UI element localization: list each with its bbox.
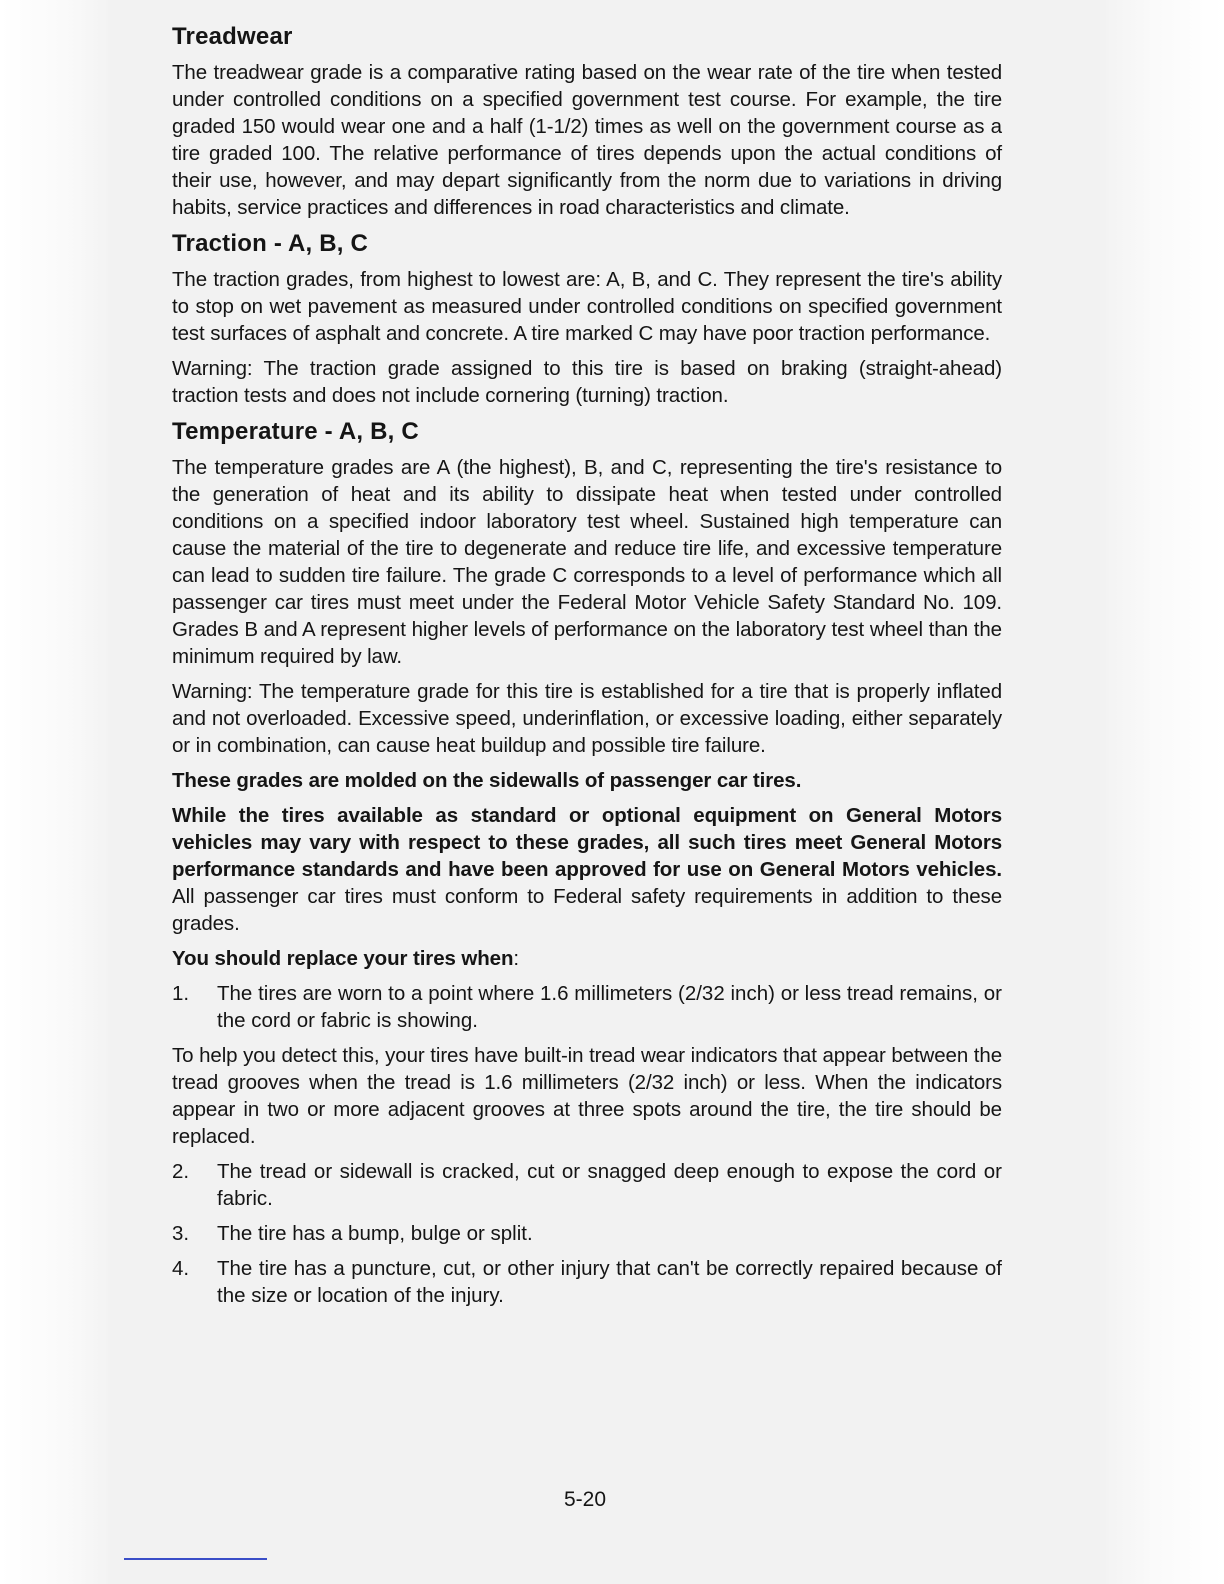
list-item-text: The tires are worn to a point where 1.6 millimeters (2/32 inch) or less tread remains, or the cord or fabric is showing. xyxy=(217,982,1002,1032)
list-item xyxy=(172,980,1002,1034)
section-treadwear xyxy=(172,22,1002,221)
page-margin-right xyxy=(1106,0,1224,1584)
list-item-text: The tire has a bump, bulge or split. xyxy=(217,1222,533,1245)
list-item xyxy=(172,1255,1002,1309)
list-item-number: 3. xyxy=(172,1222,190,1245)
list-item-number: 2. xyxy=(172,1160,190,1183)
temperature-body: The temperature grades are A (the highest), B, and C, representing the tire's resistance to the generation of heat and its ability to dissipate heat when tested under controlled conditions on a specified indoor laboratory test wheel. Sustained high temperature can cause the material of the tire to degenerate and reduce tire life, and excessive temperature can lead to sudden tire failure. The grade C corresponds to a level of performance which all passenger car tires must meet under the Federal Motor Vehicle Safety Standard No. 109. Grades B and A represent higher levels of performance on the laboratory test wheel than the minimum required by law. xyxy=(172,456,1002,668)
temperature-warning: Warning: The temperature grade for this tire is established for a tire that is properly inflated and not overloaded. Excessive speed, underinflation, or excessive loading, either separately or in combination, can cause heat buildup and possible tire failure. xyxy=(172,680,1002,757)
page-margin-left xyxy=(0,0,108,1584)
molded-note: These grades are molded on the sidewalls of passenger car tires. xyxy=(172,769,802,792)
indicator-note: To help you detect this, your tires have built-in tread wear indicators that appear between the tread grooves when the tread is 1.6 millimeters (2/32 inch) or less. When the indicators appear in two or more adjacent grooves at three spots around the tire, the tire should be replaced. xyxy=(172,1044,1002,1148)
gm-note-bold: While the tires available as standard or optional equipment on General Motors vehicles may vary with respect to these grades, all such tires meet General Motors performance standards and have been approved for use on General Motors vehicles. xyxy=(172,804,1002,881)
traction-body: The traction grades, from highest to lowest are: A, B, and C. They represent the tire's ability to stop on wet pavement as measured under controlled conditions on specified government test surfaces of asphalt and concrete. A tire marked C may have poor traction performance. xyxy=(172,268,1002,345)
gm-note-regular: All passenger car tires must conform to Federal safety requirements in addition to these grades. xyxy=(172,885,1002,935)
replace-lead-suffix: : xyxy=(513,947,519,970)
list-item-number: 1. xyxy=(172,982,190,1005)
treadwear-heading: Treadwear xyxy=(172,23,293,50)
list-item-number: 4. xyxy=(172,1257,190,1280)
document-content xyxy=(172,22,1002,1317)
traction-warning: Warning: The traction grade assigned to this tire is based on braking (straight-ahead) traction tests and does not include cornering (turning) traction. xyxy=(172,357,1002,407)
replace-lead-text: You should replace your tires when xyxy=(172,947,514,970)
gm-note xyxy=(172,802,1002,937)
footer-rule xyxy=(124,1558,267,1560)
list-item-text: The tire has a puncture, cut, or other injury that can't be correctly repaired because of the size or location of the injury. xyxy=(217,1257,1002,1307)
page-number: 5-20 xyxy=(563,1488,607,1511)
replace-lead xyxy=(172,945,1002,972)
replace-list-rest xyxy=(172,1158,1002,1309)
section-temperature xyxy=(172,417,1002,759)
traction-heading: Traction - A, B, C xyxy=(172,230,369,257)
temperature-heading: Temperature - A, B, C xyxy=(172,418,419,445)
list-item-text: The tread or sidewall is cracked, cut or snagged deep enough to expose the cord or fabric. xyxy=(217,1160,1002,1210)
replace-list-first xyxy=(172,980,1002,1034)
section-traction xyxy=(172,229,1002,409)
list-item xyxy=(172,1220,1002,1247)
treadwear-body: The treadwear grade is a comparative rating based on the wear rate of the tire when tested under controlled conditions on a specified government test course. For example, the tire graded 150 would wear one and a half (1-1/2) times as well on the government course as a tire graded 100. The relative performance of tires depends upon the actual conditions of their use, however, and may depart significantly from the norm due to variations in driving habits, service practices and differences in road characteristics and climate. xyxy=(172,61,1002,219)
list-item xyxy=(172,1158,1002,1212)
